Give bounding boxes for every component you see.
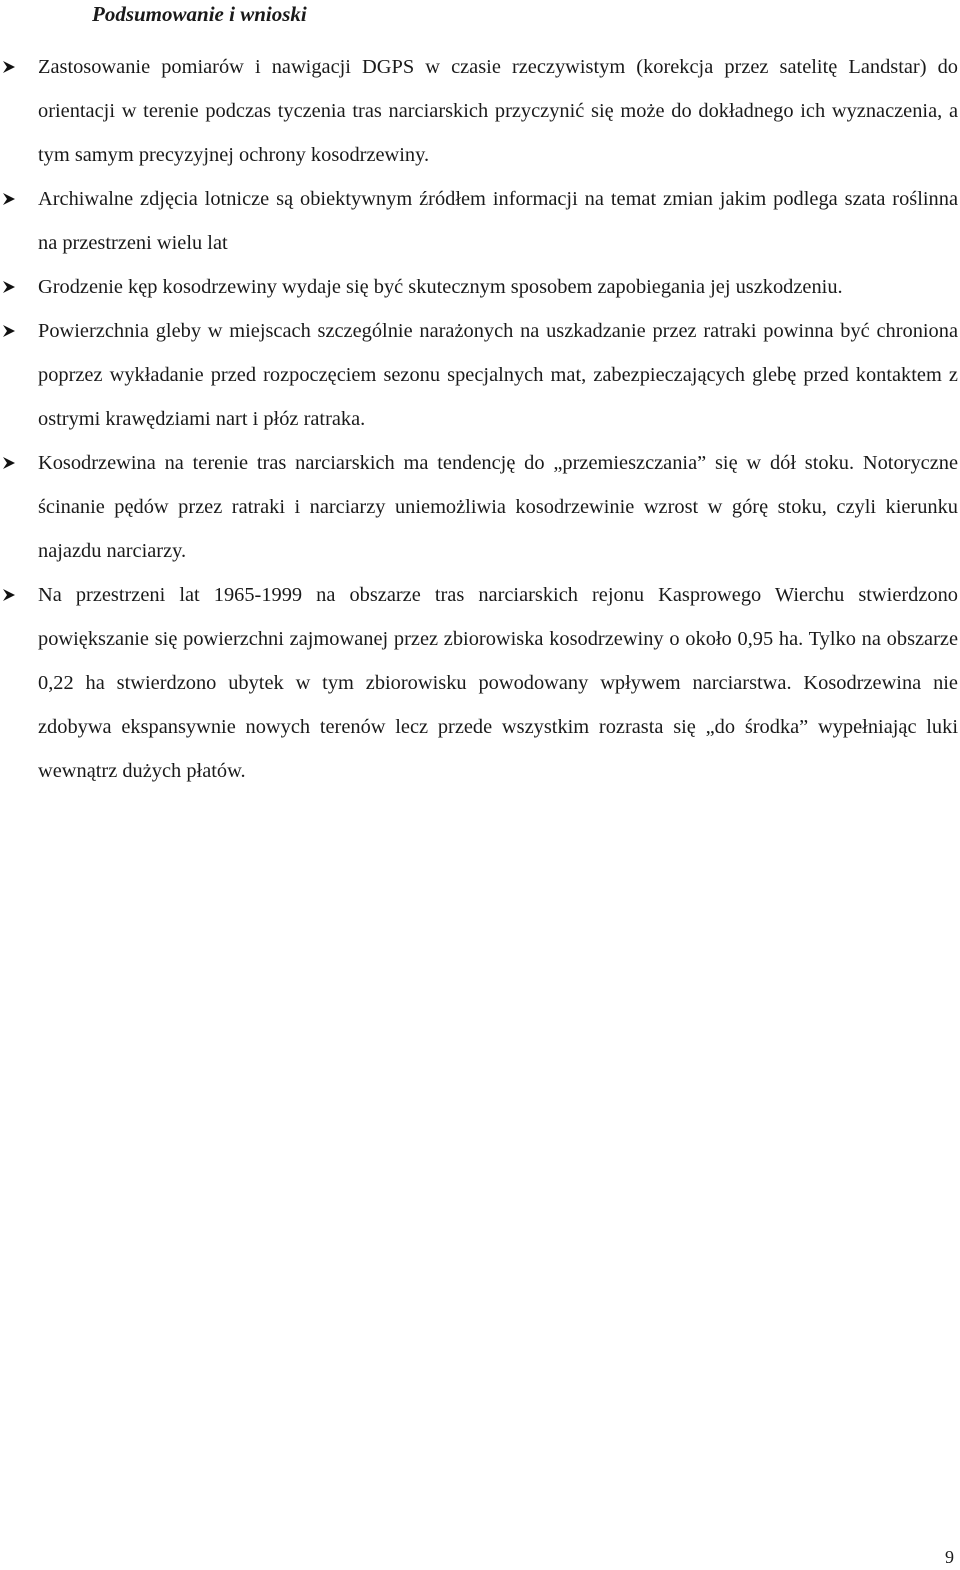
conclusions-list — [0, 45, 960, 793]
list-item — [0, 177, 960, 265]
list-item-text: Zastosowanie pomiarów i nawigacji DGPS w czasie rzeczywistym (korekcja przez satelitę Landstar) do orientacji w terenie podczas tyczenia tras narciarskich przyczynić się może do dokładnego ich wyznaczenia, a tym samym precyzyjnej ochrony kosodrzewiny. — [38, 56, 958, 166]
list-item — [0, 45, 960, 177]
list-item — [0, 309, 960, 441]
arrowhead-bullet-icon — [0, 265, 18, 309]
list-item-text: Archiwalne zdjęcia lotnicze są obiektywnym źródłem informacji na temat zmian jakim podlega szata roślinna na przestrzeni wielu lat — [38, 188, 958, 254]
arrowhead-bullet-icon — [0, 441, 18, 485]
list-item-text: Kosodrzewina na terenie tras narciarskich ma tendencję do „przemieszczania” się w dół stoku. Notoryczne ścinanie pędów przez ratraki i narciarzy uniemożliwia kosodrzewinie wzrost w górę stoku, czyli kierunku najazdu narciarzy. — [38, 452, 958, 562]
arrowhead-bullet-icon — [0, 309, 18, 353]
arrowhead-bullet-icon — [0, 177, 18, 221]
arrowhead-bullet-icon — [0, 573, 18, 617]
list-item-text: Powierzchnia gleby w miejscach szczególnie narażonych na uszkadzanie przez ratraki powinna być chroniona poprzez wykładanie przed rozpoczęciem sezonu specjalnych mat, zabezpieczających glebę przed kontaktem z ostrymi krawędziami nart i płóz ratraka. — [38, 320, 958, 430]
section-heading: Podsumowanie i wnioski — [92, 2, 307, 26]
arrowhead-bullet-icon — [0, 45, 18, 89]
list-item — [0, 573, 960, 793]
list-item-text: Na przestrzeni lat 1965-1999 na obszarze tras narciarskich rejonu Kasprowego Wierchu stwierdzono powiększanie się powierzchni zajmowanej przez zbiorowiska kosodrzewiny o około 0,95 ha. Tylko na obszarze 0,22 ha stwierdzono ubytek w tym zbiorowisku powodowany wpływem narciarstwa. Kosodrzewina nie zdobywa ekspansywnie nowych terenów lecz przede wszystkim rozrasta się „do środka” wypełniając luki wewnątrz dużych płatów. — [38, 584, 958, 782]
list-item — [0, 441, 960, 573]
list-item — [0, 265, 960, 309]
page-number: 9 — [945, 1547, 954, 1567]
list-item-text: Grodzenie kęp kosodrzewiny wydaje się być skutecznym sposobem zapobiegania jej uszkodzeniu. — [38, 276, 843, 298]
